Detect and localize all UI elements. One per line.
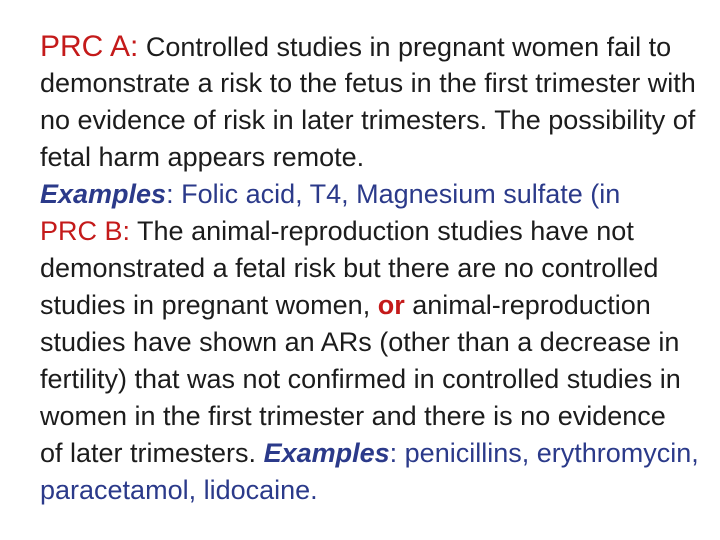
prc-a-text-1: Controlled studies in pregnant women fail to (145, 32, 672, 62)
prc-b-examples-colon: : (389, 438, 398, 468)
prc-b-line-8: paracetamol, lidocaine. (40, 475, 318, 505)
prc-a-label: PRC A: (40, 30, 139, 63)
prc-b-examples-text: penicillins, erythromycin, (397, 438, 699, 468)
prc-b-line-1 (40, 213, 720, 250)
prc-b-label: PRC B: (40, 216, 131, 246)
prc-b-or-word: or (377, 290, 405, 320)
prc-a-line-1 (40, 28, 720, 65)
prc-a-examples-label: Examples (40, 179, 167, 209)
prc-text-block (40, 28, 720, 509)
prc-b-examples-label: Examples (263, 438, 390, 468)
prc-b-text-7: of later trimesters. (40, 438, 264, 468)
prc-b-text-3b: animal-reproduction (404, 290, 651, 320)
prc-b-line-7 (40, 435, 720, 472)
prc-b-text-3a: studies in pregnant women, (40, 290, 378, 320)
prc-b-line-6: women in the first trimester and there is no evidence (40, 401, 666, 431)
prc-b-line-4: studies have shown an ARs (other than a decrease in (40, 327, 680, 357)
prc-a-examples-text: Folic acid, T4, Magnesium sulfate (in (173, 179, 621, 209)
prc-a-line-4: fetal harm appears remote. (40, 142, 365, 172)
prc-a-examples-line (40, 176, 720, 213)
prc-a-examples-colon: : (166, 179, 174, 209)
prc-b-line-2: demonstrated a fetal risk but there are no controlled (40, 253, 659, 283)
prc-a-line-2: demonstrate a risk to the fetus in the first trimester with (40, 68, 696, 98)
prc-a-line-3: no evidence of risk in later trimesters. The possibility of (40, 105, 696, 135)
prc-b-line-5: fertility) that was not confirmed in controlled studies in (40, 364, 681, 394)
prc-b-text-1: The animal-reproduction studies have not (130, 216, 634, 246)
prc-b-line-3 (40, 287, 720, 324)
